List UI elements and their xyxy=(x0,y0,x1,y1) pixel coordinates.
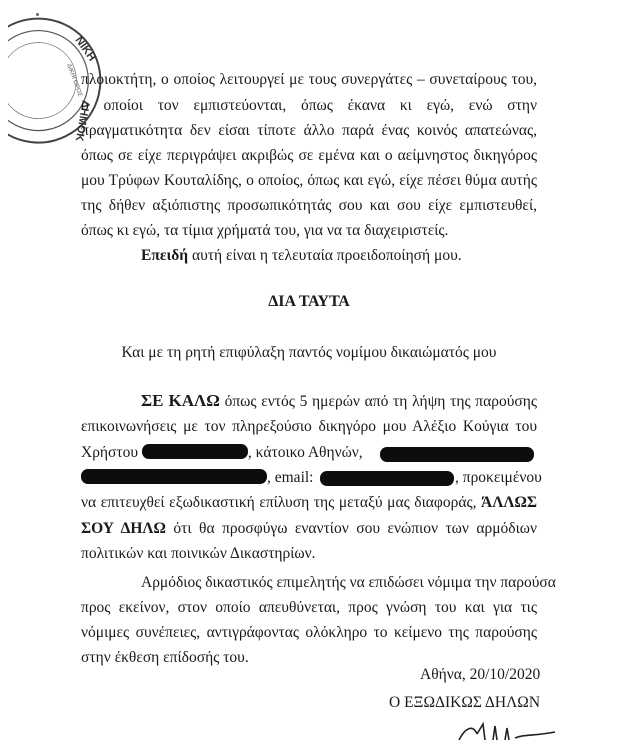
paragraph-line: μου Τρύφων Κουταλίδης, ο οποίος, όπως και εγώ, είχε πέσει θύμα αυτής xyxy=(81,172,537,189)
summons-text: , κάτοικο Αθηνών, xyxy=(247,444,363,461)
redaction-bar xyxy=(142,444,248,459)
summons-line-4 xyxy=(81,468,314,488)
paragraph-line: πραγματικότητα δεν είσαι τίποτε άλλο παρά ένας κοινός απατεώνας, xyxy=(81,122,537,139)
handwritten-signature xyxy=(455,720,565,740)
summons-line-5 xyxy=(81,493,537,513)
redaction-bar xyxy=(81,469,267,484)
summons-text: όπως εντός 5 ημερών από τη λήψη της παρούσης xyxy=(219,393,537,410)
svg-text:ΔΗΜΟΚ: ΔΗΜΟΚ xyxy=(72,99,92,143)
summons-bold: ΣΕ ΚΑΛΩ xyxy=(141,391,220,410)
bailiff-line: στην έκθεση επίδοσής του. xyxy=(81,649,249,666)
bailiff-line: Αρμόδιος δικαστικός επιμελητής να επιδώσει νόμιμα την παρούσα xyxy=(141,574,556,591)
place-date: Αθήνα, 20/10/2020 xyxy=(420,666,541,683)
redaction-bar xyxy=(380,447,534,462)
paragraph-line: ο οποίοι τον εμπιστεύονται, όπως έκανα κι εγώ, ενώ στην xyxy=(81,97,537,114)
warning-line xyxy=(141,246,462,266)
redaction-bar xyxy=(320,471,454,486)
summons-line-6 xyxy=(81,519,537,539)
summons-line-1 xyxy=(141,391,537,412)
svg-text:ΔΙΚΗΓΟΡΟΣ: ΔΙΚΗΓΟΡΟΣ xyxy=(65,63,83,98)
section-heading: ΔΙΑ ΤΑΥΤΑ xyxy=(268,293,350,310)
paragraph-line: όπως σε είχε περιγράψει ακριβώς σε εμένα και ο αείμνηστος δικηγόρος xyxy=(81,147,537,164)
paragraph-line: πλοιοκτήτη, ο οποίος λειτουργεί με τους συνεργάτες – συνεταίρους του, xyxy=(81,71,537,88)
summons-line-7: πολιτικών και ποινικών Δικαστηρίων. xyxy=(81,545,316,562)
svg-text:ΝΙΚΗ: ΝΙΚΗ xyxy=(72,34,98,64)
summons-bold: ΣΟΥ ΔΗΛΩ xyxy=(81,520,166,537)
summons-text: Χρήστου xyxy=(81,444,139,461)
paragraph-line: όπως κι εγώ, τα τίμια χρήματά του, για να τα διαχειριστείς. xyxy=(81,222,449,239)
summons-bold: ΆΛΛΩΣ xyxy=(481,494,537,511)
bailiff-line: νόμιμες συνέπειες, αντιγράφοντας ολόκληρο το κείμενο της παρούσης xyxy=(81,624,537,641)
signatory-label: Ο ΕΞΩΔΙΚΩΣ ΔΗΛΩΝ xyxy=(389,694,541,711)
warning-bold: Επειδή xyxy=(141,247,189,264)
summons-text: να επιτευχθεί εξωδικαστική επίλυση της μεταξύ μας διαφοράς, xyxy=(81,494,482,511)
summons-line-4-end: , προκειμένου xyxy=(455,469,542,486)
summons-text: , email: xyxy=(267,469,314,486)
reservation-line: Και με τη ρητή επιφύλαξη παντός νομίμου δικαιώματός μου xyxy=(121,344,497,361)
summons-line-3 xyxy=(81,443,363,463)
warning-text: αυτή είναι η τελευταία προειδοποίησή μου. xyxy=(188,247,462,264)
summons-line-2: επικοινωνήσεις με τον πληρεξούσιο δικηγόρο μου Αλέξιο Κούγια του xyxy=(81,418,537,435)
bailiff-line: προς εκείνον, στον οποίο απευθύνεται, προς γνώση του και για τις xyxy=(81,599,537,616)
paragraph-line: της δήθεν αξιόπιστης προσωπικότητάς σου και σου είχε εμπιστευθεί, xyxy=(81,197,537,214)
summons-text: ότι θα προσφύγω εναντίον σου ενώπιον των αρμόδιων xyxy=(165,520,537,537)
